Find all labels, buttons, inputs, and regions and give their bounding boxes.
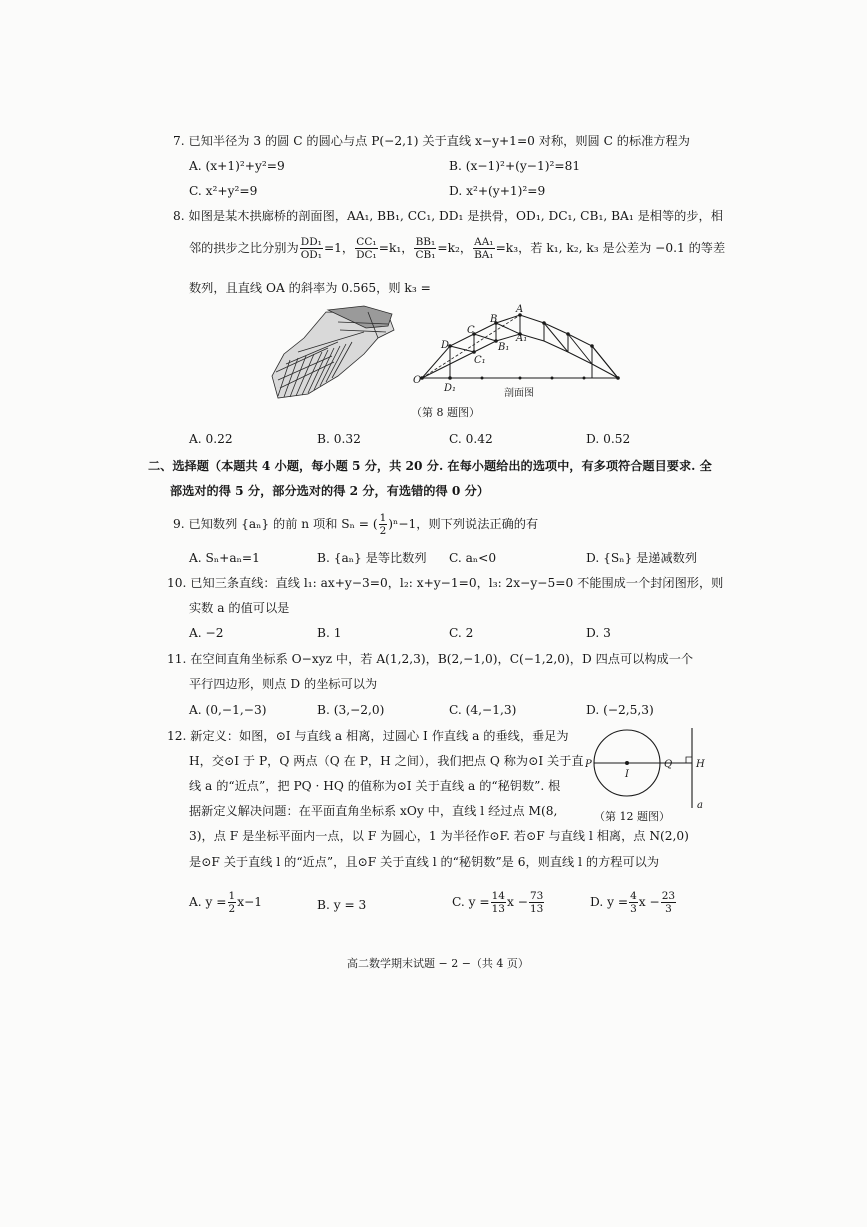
q12-c-fraction-2 <box>529 890 544 915</box>
q8-line3: 数列，且直线 OA 的斜率为 0.565，则 k₃ = <box>189 281 431 295</box>
q11-option-b: B. (3,−2,0) <box>317 703 385 717</box>
q12-option-c <box>452 890 545 915</box>
q12-d-f2-den: 3 <box>665 903 672 915</box>
q8-f3-numerator: BB₁ <box>415 236 436 248</box>
label-i: I <box>625 769 629 780</box>
q12-a-post: x−1 <box>237 895 263 909</box>
q12-line6: 是⊙F 关于直线 l 的“近点”，且⊙F 关于直线 l 的“秘钥数”是 6，则直线 l 的方程可以为 <box>189 855 660 869</box>
q8-option-c: C. 0.42 <box>449 432 493 446</box>
q12-line5: 3)，点 F 是坐标平面内一点，以 F 为圆心，1 为半径作⊙F. 若⊙F 与直线 l 相离，点 N(2,0) <box>189 829 689 843</box>
q9-option-b: B. {aₙ} 是等比数列 <box>317 551 427 565</box>
q8-f1-denominator: OD₁ <box>300 249 322 261</box>
label-c: C <box>467 325 475 336</box>
q8-f4-numerator: AA₁ <box>474 236 494 248</box>
q12-line1: 12. 新定义：如图，⊙I 与直线 a 相离，过圆心 I 作直线 a 的垂线，垂足为 <box>167 729 569 743</box>
q8-f3-value: =k₂， <box>437 241 473 255</box>
q12-d-f2-num: 23 <box>661 890 676 902</box>
q12-a-f-den: 2 <box>228 903 236 915</box>
q7-option-a: A. (x+1)²+y²=9 <box>189 159 285 173</box>
q9-stem <box>173 512 538 537</box>
q12-d-fraction-2 <box>661 890 676 915</box>
q9-fraction <box>379 512 388 537</box>
q8-f1-numerator: DD₁ <box>300 236 322 248</box>
q8-line2-prefix: 邻的拱步之比分别为 <box>189 241 299 255</box>
q8-fraction-1 <box>300 236 323 261</box>
q7-stem: 7. 已知半径为 3 的圆 C 的圆心与点 P(−2,1) 关于直线 x−y+1=0 对称，则圆 C 的标准方程为 <box>173 134 690 148</box>
q9-option-a: A. Sₙ+aₙ=1 <box>189 551 260 565</box>
q8-line1: 8. 如图是某木拱廊桥的剖面图，AA₁, BB₁, CC₁, DD₁ 是拱骨，OD₁, DC₁, CB₁, BA₁ 是相等的步，相 <box>173 209 723 223</box>
q8-fraction-4 <box>473 236 495 261</box>
page-footer: 高二数学期末试题 − 2 −（共 4 页） <box>347 957 529 970</box>
q8-option-d: D. 0.52 <box>586 432 631 446</box>
q12-a-pre: A. y = <box>189 895 227 909</box>
q10-line1: 10. 已知三条直线：直线 l₁: ax+y−3=0，l₂: x+y−1=0，l₃: 2x−y−5=0 不能围成一个封闭图形，则 <box>167 576 724 590</box>
label-a-line: a <box>697 800 703 811</box>
q12-d-f1-den: 3 <box>630 903 637 915</box>
q12-c-mid: x − <box>507 895 528 909</box>
q9-option-c: C. aₙ<0 <box>449 551 497 565</box>
q12-c-f1-num: 14 <box>491 890 505 902</box>
right-angle-mark <box>686 757 692 763</box>
label-h: H <box>696 759 705 770</box>
bridge-photo <box>268 302 396 400</box>
section2-line2: 部选对的得 5 分，部分选对的得 2 分，有选错的得 0 分） <box>170 484 490 498</box>
q8-f1-value: =1， <box>323 241 355 255</box>
label-b1: B₁ <box>498 342 510 353</box>
q12-a-f-num: 1 <box>228 890 236 902</box>
label-d: D <box>441 340 450 351</box>
q9-prefix: 9. 已知数列 {aₙ} 的前 n 项和 Sₙ = ( <box>173 517 378 531</box>
label-a1: A₁ <box>516 333 528 344</box>
q8-fraction-3 <box>414 236 436 261</box>
q12-option-a <box>189 890 262 915</box>
q8-f2-denominator: DC₁ <box>356 249 377 261</box>
q7-option-c: C. x²+y²=9 <box>189 184 258 198</box>
q10-option-b: B. 1 <box>317 626 342 640</box>
q8-f4-denominator: BA₁ <box>474 249 494 261</box>
q10-option-d: D. 3 <box>586 626 611 640</box>
q8-f2-value: =k₁， <box>378 241 414 255</box>
q8-option-a: A. 0.22 <box>189 432 233 446</box>
q12-c-f2-den: 13 <box>529 903 544 915</box>
q12-d-pre: D. y = <box>590 895 629 909</box>
circle-line-diagram <box>585 722 715 814</box>
q8-fraction-2 <box>355 236 378 261</box>
q10-line2: 实数 a 的值可以是 <box>189 601 290 615</box>
label-a: A <box>516 304 524 315</box>
label-b: B <box>490 314 498 325</box>
q12-a-fraction <box>228 890 237 915</box>
q11-option-d: D. (−2,5,3) <box>586 703 654 717</box>
q10-option-c: C. 2 <box>449 626 474 640</box>
q8-f4-value: =k₃， <box>495 241 531 255</box>
q12-c-pre: C. y = <box>452 895 490 909</box>
q8-option-b: B. 0.32 <box>317 432 361 446</box>
q11-line1: 11. 在空间直角坐标系 O−xyz 中，若 A(1,2,3)，B(2,−1,0)，C(−1,2,0)，D 四点可以构成一个 <box>167 652 694 666</box>
q11-option-a: A. (0,−1,−3) <box>189 703 267 717</box>
q8-f2-numerator: CC₁ <box>356 236 377 248</box>
q8-line2-suffix: 若 k₁, k₂, k₃ 是公差为 −0.1 的等差 <box>530 241 726 255</box>
label-p: P <box>585 759 592 770</box>
q12-fig-caption: （第 12 题图） <box>594 810 670 823</box>
label-c1: C₁ <box>474 355 486 366</box>
q8-fig-caption: （第 8 题图） <box>411 406 480 419</box>
label-q: Q <box>664 759 673 770</box>
section-label: 剖面图 <box>504 388 534 399</box>
bridge-section-diagram <box>412 300 632 400</box>
q9-f-denominator: 2 <box>379 525 387 537</box>
q11-option-c: C. (4,−1,3) <box>449 703 517 717</box>
q12-line2: H，交⊙I 于 P，Q 两点（Q 在 P，H 之间），我们把点 Q 称为⊙I 关于直 <box>189 754 584 768</box>
q12-d-mid: x − <box>638 895 660 909</box>
q12-option-d <box>590 890 677 915</box>
q12-line4: 据新定义解决问题：在平面直角坐标系 xOy 中，直线 l 经过点 M(8, <box>189 804 558 818</box>
q10-option-a: A. −2 <box>189 626 224 640</box>
q9-option-d: D. {Sₙ} 是递减数列 <box>586 551 698 565</box>
q9-suffix: )ⁿ−1，则下列说法正确的有 <box>388 517 539 531</box>
label-o: O <box>413 375 422 386</box>
q8-line2 <box>189 236 725 261</box>
q11-line2: 平行四边形，则点 D 的坐标可以为 <box>189 677 378 691</box>
q12-option-b: B. y = 3 <box>317 898 367 912</box>
q7-option-d: D. x²+(y+1)²=9 <box>449 184 546 198</box>
section2-line1: 二、选择题（本题共 4 小题，每小题 5 分，共 20 分. 在每小题给出的选项中，有多项符合题目要求. 全 <box>148 459 712 473</box>
q9-f-numerator: 1 <box>379 512 387 524</box>
q12-d-fraction-1 <box>629 890 638 915</box>
q8-f3-denominator: CB₁ <box>415 249 436 261</box>
q12-d-f1-num: 4 <box>630 890 637 902</box>
q12-c-f2-num: 73 <box>529 890 544 902</box>
q12-c-f1-den: 13 <box>491 903 505 915</box>
q12-line3: 线 a 的“近点”，把 PQ · HQ 的值称为⊙I 关于直线 a 的“秘钥数”. 根 <box>189 779 561 793</box>
label-d1: D₁ <box>444 383 457 394</box>
q12-c-fraction-1 <box>491 890 506 915</box>
q7-option-b: B. (x−1)²+(y−1)²=81 <box>449 159 581 173</box>
